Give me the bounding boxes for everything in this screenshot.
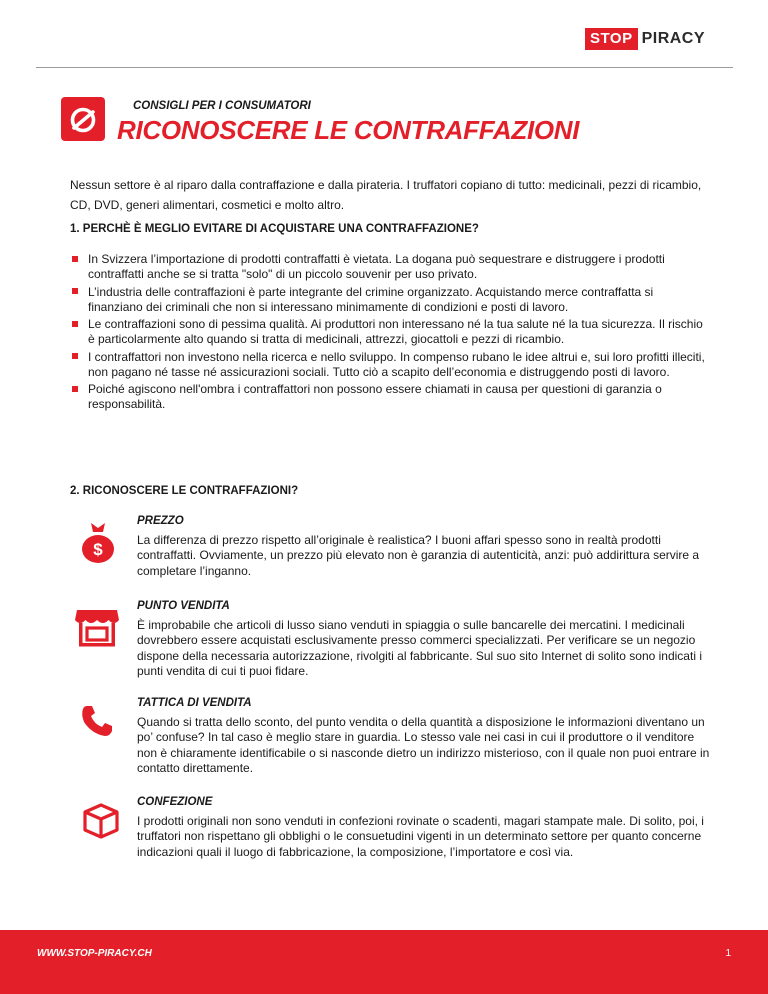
section-1-bullet-list — [70, 252, 710, 415]
section-2-heading: 2. RICONOSCERE LE CONTRAFFAZIONI? — [70, 485, 299, 497]
bullet-text: Poiché agiscono nell'ombra i contraffattori non possono essere chiamati in causa per questioni di garanzia o responsabilità. — [88, 382, 662, 412]
bullet-text: Le contraffazioni sono di pessima qualità. Ai produttori non interessano né la tua salute né la tua sicurezza. Il rischio è particolarmente alto quando si tratta di medicinali, attrezzi, giocattoli e pezzi di ricambio. — [88, 317, 703, 347]
packaging-section-body: I prodotti originali non sono venduti in confezioni rovinate o scadenti, magari stampate male. Di solito, poi, i truffatori non rispettano gli obblighi o le consuetudini vigenti in un determinato settore per quanto concerne indicazioni quali il luogo di fabbricazione, la composizione, l’importatore e così via. — [137, 814, 704, 859]
sales-tactic-section-title: TATTICA DI VENDITA — [137, 697, 252, 709]
bullet-item — [70, 350, 710, 381]
packaging-section-title: CONFEZIONE — [137, 796, 213, 808]
logo-piracy-text: PIRACY — [641, 30, 706, 47]
intro-paragraph: Nessun settore è al riparo dalla contraffazione e dalla pirateria. I truffatori copiano di tutto: medicinali, pezzi di ricambio, CD, DVD, generi alimentari, cosmetici e molto altro. — [70, 178, 702, 212]
money-bag-icon — [78, 520, 118, 560]
bullet-square-icon — [72, 353, 78, 359]
bullet-text: L’industria delle contraffazioni è parte integrante del crimine organizzato. Acquistando merce contraffatta si finanziano dei criminali che non si interessano minimamente di condizioni e posti di lavoro. — [88, 284, 654, 314]
bullet-square-icon — [72, 256, 78, 262]
phone-icon — [80, 704, 120, 744]
sales-tactic-section-body: Quando si tratta dello sconto, del punto vendita o della quantità a disposizione le informazioni diventano un po’ confuse? In tal caso è meglio stare in guardia. Lo stesso vale nei casi in cui il produttore o il venditore non è chiaramente identificabile o si nasconde dietro un indirizzo misterioso, con il quale non puoi entrare in contatto direttamente. — [137, 715, 710, 776]
header-divider — [36, 67, 733, 68]
bullet-text: In Svizzera l’importazione di prodotti contraffatti è vietata. La dogana può sequestrare e distruggere i prodotti contraffatti anche se si tratta "solo" di un piccolo souvenir per uso privato. — [88, 252, 665, 282]
bullet-item — [70, 382, 710, 413]
price-section-title: PREZZO — [137, 515, 184, 527]
package-box-icon — [81, 800, 121, 840]
footer-website-link[interactable]: WWW.STOP-PIRACY.CH — [37, 948, 152, 959]
bullet-square-icon — [72, 288, 78, 294]
stop-circle-icon — [61, 97, 105, 141]
footer-bar — [0, 930, 768, 994]
bullet-item — [70, 317, 710, 348]
logo-stop-text: STOP — [585, 28, 638, 50]
store-section-body: È improbabile che articoli di lusso siano venduti in spiaggia o sulle bancarelle dei mercatini. I medicinali dovrebbero essere acquistati esclusivamente presso commerci specializzati. Per verificare se un negozio dispone della necessaria autorizzazione, rivolgiti al fabbricante. Sul suo sito Internet di solito sono indicati i punti vendita di cui ti puoi fidare. — [137, 618, 702, 679]
bullet-item — [70, 285, 710, 316]
store-section-title: PUNTO VENDITA — [137, 600, 230, 612]
svg-text:$: $ — [93, 540, 103, 559]
bullet-square-icon — [72, 321, 78, 327]
bullet-square-icon — [72, 386, 78, 392]
page-number: 1 — [725, 948, 731, 959]
bullet-text: I contraffattori non investono nella ricerca e nello sviluppo. In compenso rubano le idee altrui e, sui loro profitti illeciti, non pagano né tasse né assicurazioni sociali. Tutto ciò a scapito dell’economia e distruggendo posti di lavoro. — [88, 349, 705, 379]
page-kicker: CONSIGLI PER I CONSUMATORI — [133, 100, 311, 112]
section-1-heading: 1. PERCHÈ È MEGLIO EVITARE DI ACQUISTARE UNA CONTRAFFAZIONE? — [70, 223, 479, 235]
page-title: RICONOSCERE LE CONTRAFFAZIONI — [117, 115, 580, 145]
stop-piracy-logo — [585, 28, 705, 50]
price-section-body: La differenza di prezzo rispetto all’originale è realistica? I buoni affari spesso sono in realtà prodotti contraffatti. Ovviamente, un prezzo più elevato non è garanzia di autenticità, anzi: può addirittura servire a completare l’inganno. — [137, 533, 700, 578]
bullet-item — [70, 252, 710, 283]
storefront-icon — [74, 606, 114, 646]
